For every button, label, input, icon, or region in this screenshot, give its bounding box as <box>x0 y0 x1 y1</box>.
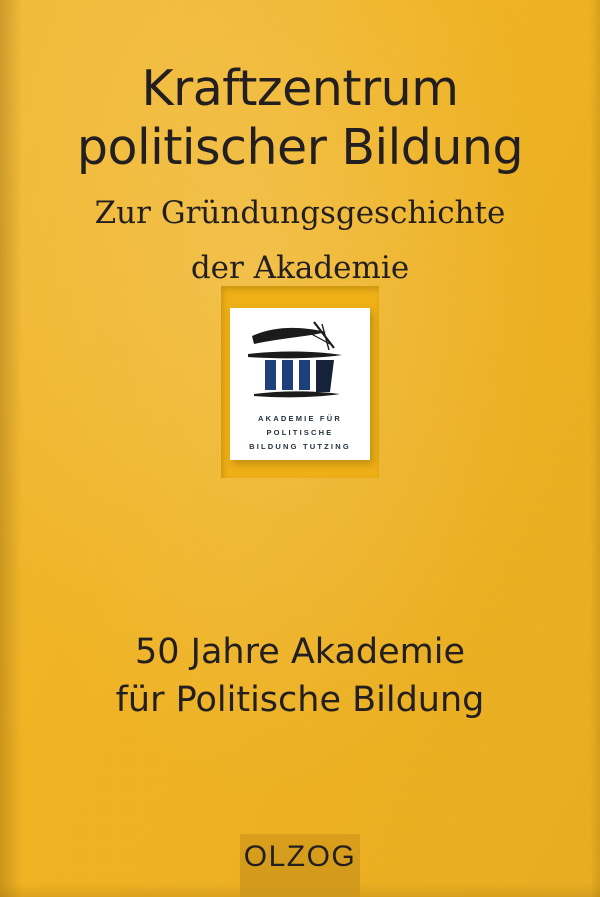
series-line-2: für Politische Bildung <box>115 680 485 721</box>
series-block <box>0 628 600 725</box>
book-subtitle-line-1: Zur Gründungsgeschichte <box>94 194 506 231</box>
title-block <box>0 60 600 289</box>
logo-wordmark-line-2: POLITISCHE <box>266 427 334 437</box>
book-subtitle-line-2: der Akademie <box>190 250 410 287</box>
logo-wordmark-line-3: BILDUNG TUTZING <box>249 441 351 451</box>
logo-wordmark <box>230 412 370 454</box>
logo-wordmark-line-1: AKADEMIE FÜR <box>258 414 342 423</box>
logo-card <box>230 308 370 460</box>
book-title-line-1: Kraftzentrum <box>141 60 459 117</box>
publisher-logo-text: OLZOG <box>243 840 357 873</box>
akademie-logo-artwork <box>230 314 370 410</box>
series-line-1: 50 Jahre Akademie <box>134 632 466 672</box>
book-title-line-2: politischer Bildung <box>76 118 524 176</box>
logo-panel <box>221 286 379 478</box>
